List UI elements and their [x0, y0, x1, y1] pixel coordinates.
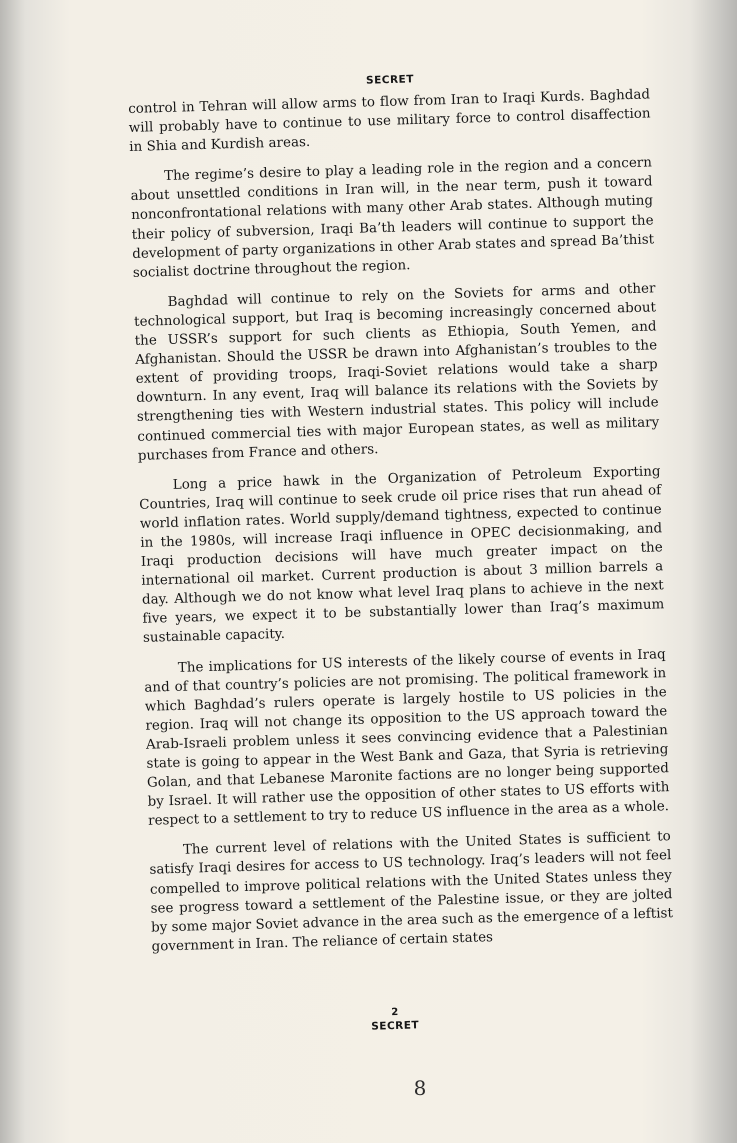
- footer-classification: SECRET: [371, 1019, 420, 1033]
- paragraph-4: Long a price hawk in the Organization of Petroleum Exporting Countries, Iraq will continue to seek crude oil price rises that run ahead of world inflation rates. World supply/demand tightness, expected to continue in the 1980s, will increase Iraqi influence in OPEC decisionmaking, and Iraqi production decisions will have much greater impact on the international oil market. Current production is about 3 million barrels a day. Although we do not know what level Iraq plans to achieve in the next five years, we expect it to be substantially lower than Iraq’s maximum sustainable capacity.: [139, 463, 665, 647]
- paragraph-1: control in Tehran will allow arms to flow from Iran to Iraqi Kurds. Baghdad will probably have to continue to use military force to control disaffection in Shia and Kurdish areas.: [128, 87, 651, 156]
- header-classification: SECRET: [365, 73, 415, 87]
- paragraph-2: The regime’s desire to play a leading role in the region and a concern about unsettled conditions in Iran will, in the near term, push it toward nonconfrontational relations with many other Arab states. Although muting their policy of subversion, Iraqi Ba’th leaders will continue to support the development of party organizations in other Arab states and spread Ba’thist socialist doctrine throughout the region.: [130, 155, 655, 281]
- page-footer: [0, 995, 737, 1044]
- page-number: 2: [391, 1006, 399, 1019]
- paragraph-5: The implications for US interests of the likely course of events in Iraq and of that country’s policies are not promising. The political framework in which Baghdad’s rulers operate is largely hostile to US policies in the region. Iraq will not change its opposition to the US approach toward the Arab-Israeli problem unless it sees convincing evidence that a Palestinian state is going to appear in the West Bank and Gaza, that Syria is retrieving Golan, and that Lebanese Maronite factions are no longer being supported by Israel. It will rather use the opposition of other states to US efforts with respect to a settlement to try to reduce US influence in the area as a whole.: [144, 646, 670, 829]
- document-body: [128, 85, 674, 967]
- paragraph-3: Baghdad will continue to rely on the Soviets for arms and other technological support, but Iraq is becoming increasingly concerned about the USSR’s support for such clients as Ethiopia, South Yemen, and Afghanistan. Should the USSR be drawn into Afghanistan’s troubles to the extent of providing troops, Iraqi-Soviet relations would take a sharp downturn. In any event, Iraq will balance its relations with the Soviets by strengthening ties with Western industrial states. This policy will include continued commercial ties with major European states, as well as military purchases from France and others.: [134, 281, 660, 464]
- handwritten-folio-number: 8: [413, 1076, 427, 1100]
- paragraph-6: The current level of relations with the United States is sufficient to satisfy Iraqi desires for access to US technology. Iraq’s leaders will not feel compelled to improve political relations with the United States unless they see progress toward a settlement of the Palestine issue, or they are jolted by some major Soviet advance in the area such as the emergence of a leftist government in Iran. The reliance of certain states: [149, 829, 674, 955]
